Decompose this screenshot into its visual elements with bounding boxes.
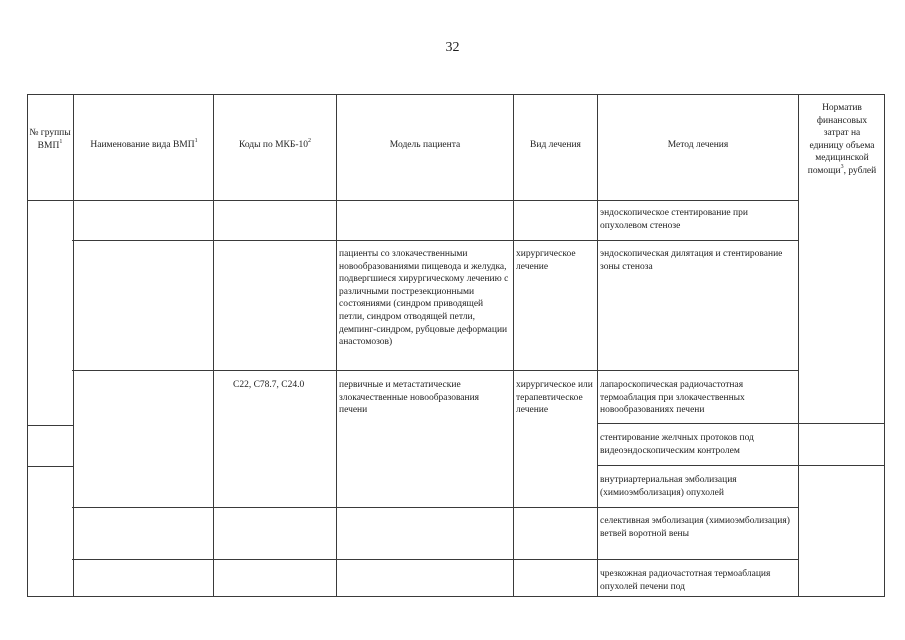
column-divider [513,94,514,597]
column-divider [73,94,74,597]
row-divider [72,240,799,241]
header-group-number-text: № группы ВМП [29,128,71,151]
icd-codes-cell: C22, C78.7, C24.0 [233,380,305,390]
row-divider [597,423,885,424]
header-vmp-name [76,139,212,152]
method-cell: селективная эмболизация (химиоэмболизация) ветвей воротной вены [600,516,790,539]
column-divider [597,94,598,597]
patient-model-cell: пациенты со злокачественными новообразованиями пищевода и желудка, подвергшиеся хирургическому лечению с различными пострезекционными состояниями (синдром приводящей петли, синдром отводящей петли, демпинг-синдром, рубцовые деформации анастомозов) [339,249,509,348]
row-divider [27,466,74,467]
footnote-mark: 3 [840,163,844,170]
treatment-type-cell: хирургическое или терапевтическое лечение [516,380,593,416]
header-icd-codes [215,139,335,152]
header-treatment-method: Метод лечения [667,140,729,150]
footnote-mark: 1 [59,138,63,145]
table-left-border [27,94,28,597]
footnote-mark: 2 [308,138,312,144]
table-right-border [884,94,885,597]
header-icd-codes-text: Коды по МКБ-10 [238,140,309,150]
method-cell: эндоскопическое стентирование при опухолевом стенозе [600,208,748,231]
column-divider [213,94,214,597]
patient-model-cell: первичные и метастатические злокачественные новообразования печени [339,380,480,416]
method-cell: эндоскопическая дилятация и стентирование зоны стеноза [600,249,783,272]
header-vmp-name-text: Наименование вида ВМП [90,140,195,150]
header-financial-norm-text: Норматив финансовых затрат на единицу объема медицинской помощи [807,103,875,176]
row-divider [597,465,885,466]
header-bottom-border [27,200,799,201]
header-group-number [29,127,71,152]
treatment-type-cell: хирургическое лечение [516,249,576,272]
method-cell: лапароскопическая радиочастотная термоаблация при злокачественных новообразованиях печени [600,380,745,416]
table-top-border [27,94,885,95]
header-patient-model: Модель пациента [389,140,461,150]
page-number: 32 [445,40,460,55]
table-bottom-border [27,596,885,597]
method-cell: внутриартериальная эмболизация (химиоэмболизация) опухолей [600,475,737,498]
header-financial-norm [806,102,878,178]
row-divider [72,507,799,508]
column-divider [336,94,337,597]
column-divider [798,94,799,597]
row-divider [72,370,799,371]
footnote-mark: 1 [194,138,198,144]
header-treatment-type: Вид лечения [530,140,581,150]
row-divider [27,425,74,426]
method-cell: чрезкожная радиочастотная термоаблация опухолей печени под [600,569,771,592]
row-divider [72,559,799,560]
method-cell: стентирование желчных протоков под видеоэндоскопическим контролем [600,433,754,456]
header-financial-norm-unit: , рублей [843,165,877,176]
